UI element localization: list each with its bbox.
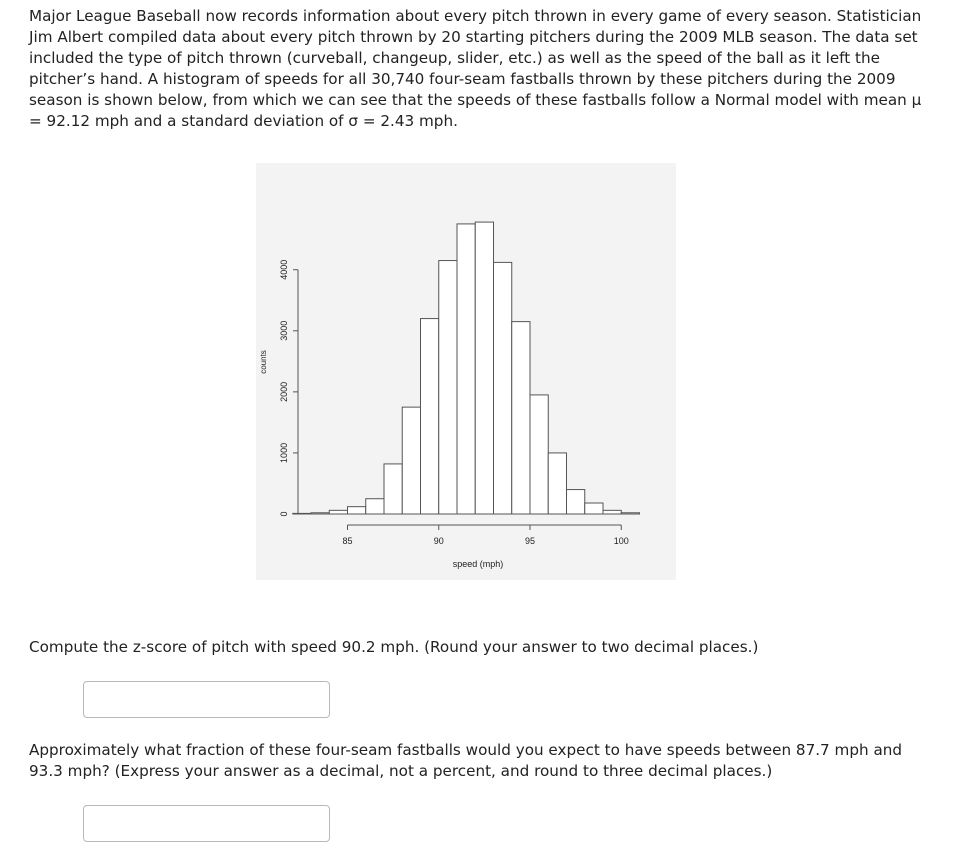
histogram-bar <box>621 513 639 514</box>
histogram-bar <box>311 513 329 514</box>
histogram-bar <box>421 319 439 514</box>
histogram-bar <box>475 222 493 514</box>
histogram-bar <box>512 322 530 514</box>
histogram-bar <box>366 499 384 514</box>
x-tick-label: 85 <box>342 536 353 546</box>
histogram-bar <box>439 261 457 514</box>
y-tick-label: 1000 <box>279 442 289 463</box>
histogram-bar <box>585 503 603 514</box>
histogram-bar <box>329 510 347 514</box>
histogram-bar <box>384 464 402 514</box>
histogram-bar <box>348 507 366 514</box>
problem-intro: Major League Baseball now records information about every pitch thrown in every game of every season. Statistician Jim Albert compiled data about every pitch thrown by 20 starting pitchers during the 2009 MLB season. The data set included the type of pitch thrown (curveball, changeup, slider, etc.) as well as the speed of the ball as it left the pitcher’s hand. A histogram of speeds for all 30,740 four-seam fastballs thrown by these pitchers during the 2009 season is shown below, from which we can see that the speeds of these fastballs follow a Normal model with mean μ = 92.12 mph and a standard deviation of σ = 2.43 mph. <box>29 7 922 130</box>
speed-histogram <box>256 163 676 580</box>
histogram-bar <box>402 407 420 514</box>
y-tick-label: 0 <box>279 511 289 517</box>
histogram-bar <box>567 490 585 514</box>
y-tick-label: 4000 <box>279 259 289 280</box>
answer-input-fraction[interactable] <box>83 805 330 842</box>
question-1-text: Compute the z-score of pitch with speed 90.2 mph. (Round your answer to two decimal places.) <box>29 638 759 656</box>
question-2-text: Approximately what fraction of these four-seam fastballs would you expect to have speeds between 87.7 mph and 93.3 mph? (Express your answer as a decimal, not a percent, and round to three decimal places.) <box>29 741 903 780</box>
histogram-bar <box>603 510 621 514</box>
y-tick-label: 2000 <box>279 381 289 402</box>
histogram-bar <box>457 224 475 514</box>
histogram-bar <box>494 262 512 514</box>
histogram-bar <box>530 395 548 514</box>
answer-input-z-score[interactable] <box>83 681 330 718</box>
x-axis-label: speed (mph) <box>452 559 504 569</box>
y-tick-label: 3000 <box>279 320 289 341</box>
y-axis-label: counts <box>259 350 268 374</box>
x-tick-label: 90 <box>433 536 444 546</box>
x-tick-label: 95 <box>524 536 536 546</box>
x-tick-label: 100 <box>613 536 629 546</box>
histogram-bar <box>548 453 566 514</box>
